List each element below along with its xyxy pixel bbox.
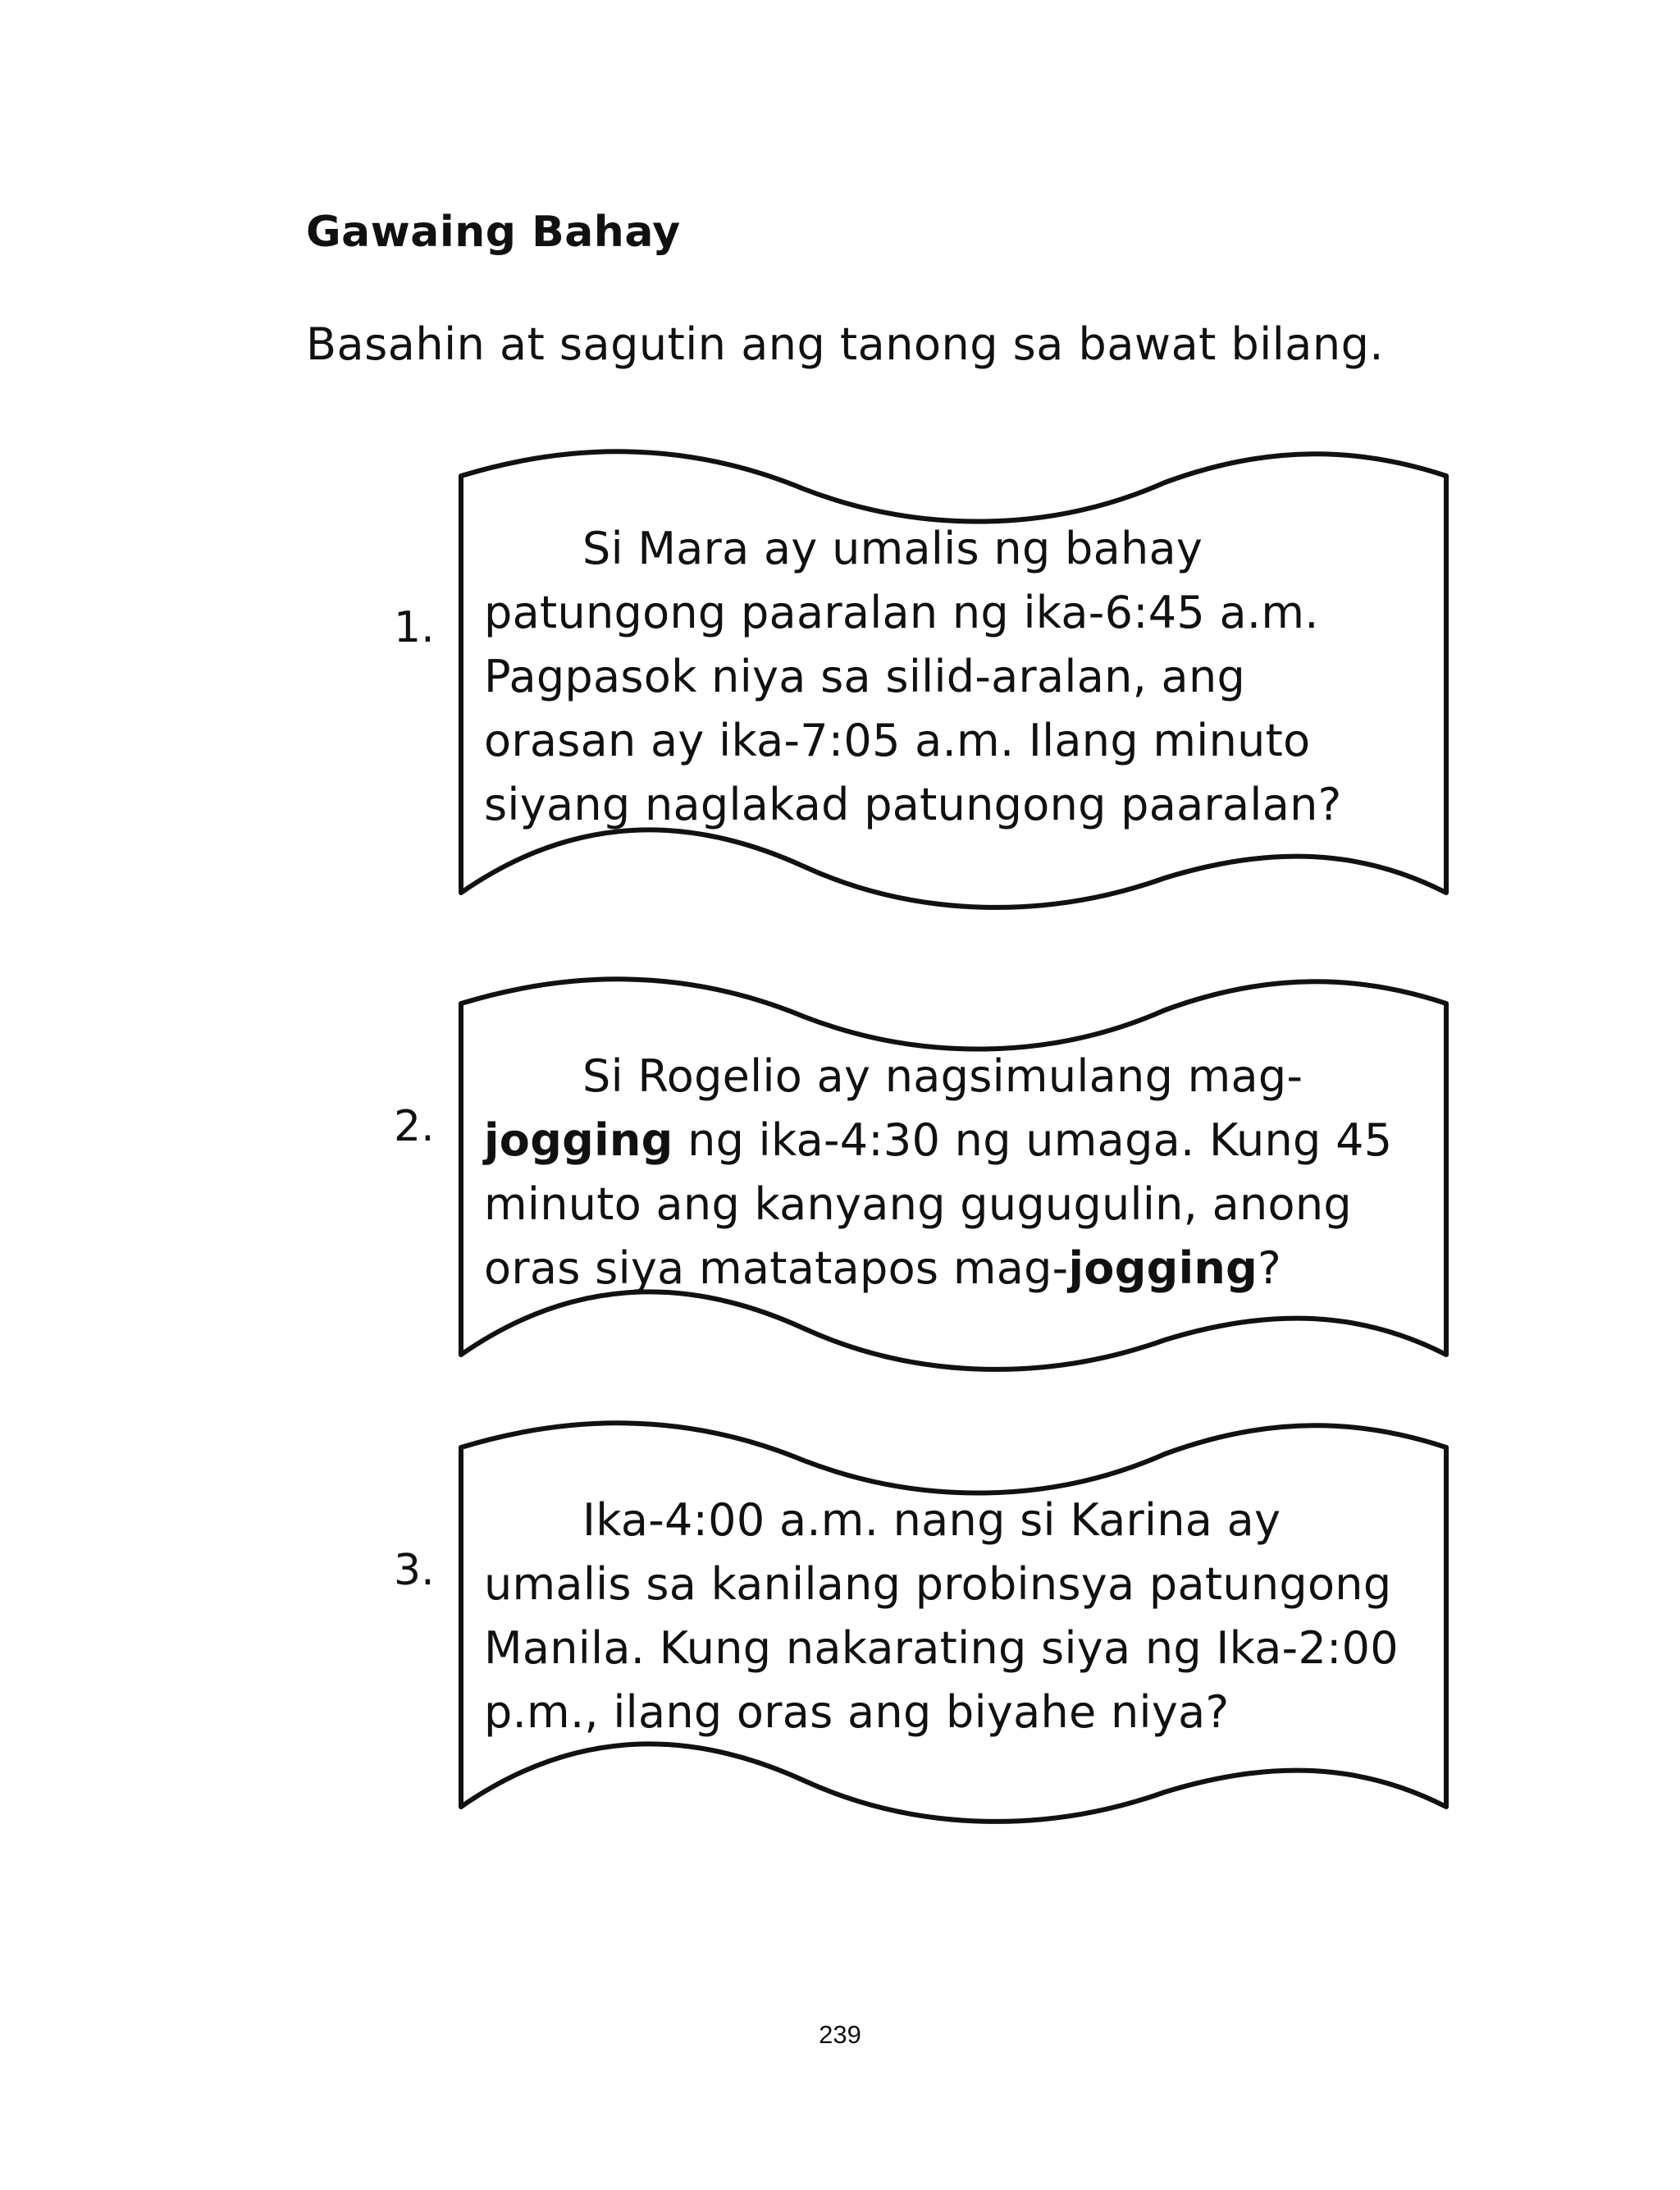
problem-card-1 bbox=[394, 459, 1468, 903]
problem-number: 3. bbox=[394, 1546, 435, 1595]
problem-text bbox=[484, 1045, 1403, 1301]
text-part: ng ika-4:30 ng umaga. Kung 45 minuto ang kanyang gugugulin, anong oras siya matatapos mag- bbox=[484, 1114, 1393, 1294]
problem-text bbox=[484, 1488, 1403, 1744]
bold-term: jogging bbox=[1068, 1242, 1258, 1294]
instruction-text: Basahin at sagutin ang tanong sa bawat bilang. bbox=[306, 318, 1385, 370]
page-title: Gawaing Bahay bbox=[306, 208, 681, 257]
problem-card-2 bbox=[394, 987, 1468, 1365]
text-part: Si Rogelio ay nagsimulang mag- bbox=[582, 1050, 1303, 1102]
text-part: ? bbox=[1258, 1242, 1282, 1294]
problem-number: 2. bbox=[394, 1102, 435, 1151]
problem-text bbox=[484, 517, 1403, 837]
problem-sentence bbox=[484, 1045, 1403, 1301]
bold-term: jogging bbox=[484, 1114, 673, 1166]
problem-number: 1. bbox=[394, 603, 435, 652]
problem-sentence: Ika-4:00 a.m. nang si Karina ay umalis sa kanilang probinsya patungong Manila. Kung nakarating siya ng Ika-2:00 p.m., ilang oras ang biyahe niya? bbox=[484, 1494, 1399, 1738]
problem-sentence: Si Mara ay umalis ng bahay patungong paaralan ng ika-6:45 a.m. Pagpasok niya sa silid-aralan, ang orasan ay ika-7:05 a.m. Ilang minuto siyang naglakad patungong paaralan? bbox=[484, 523, 1342, 830]
problem-card-3 bbox=[394, 1431, 1468, 1817]
page-number: 239 bbox=[819, 2020, 861, 2049]
